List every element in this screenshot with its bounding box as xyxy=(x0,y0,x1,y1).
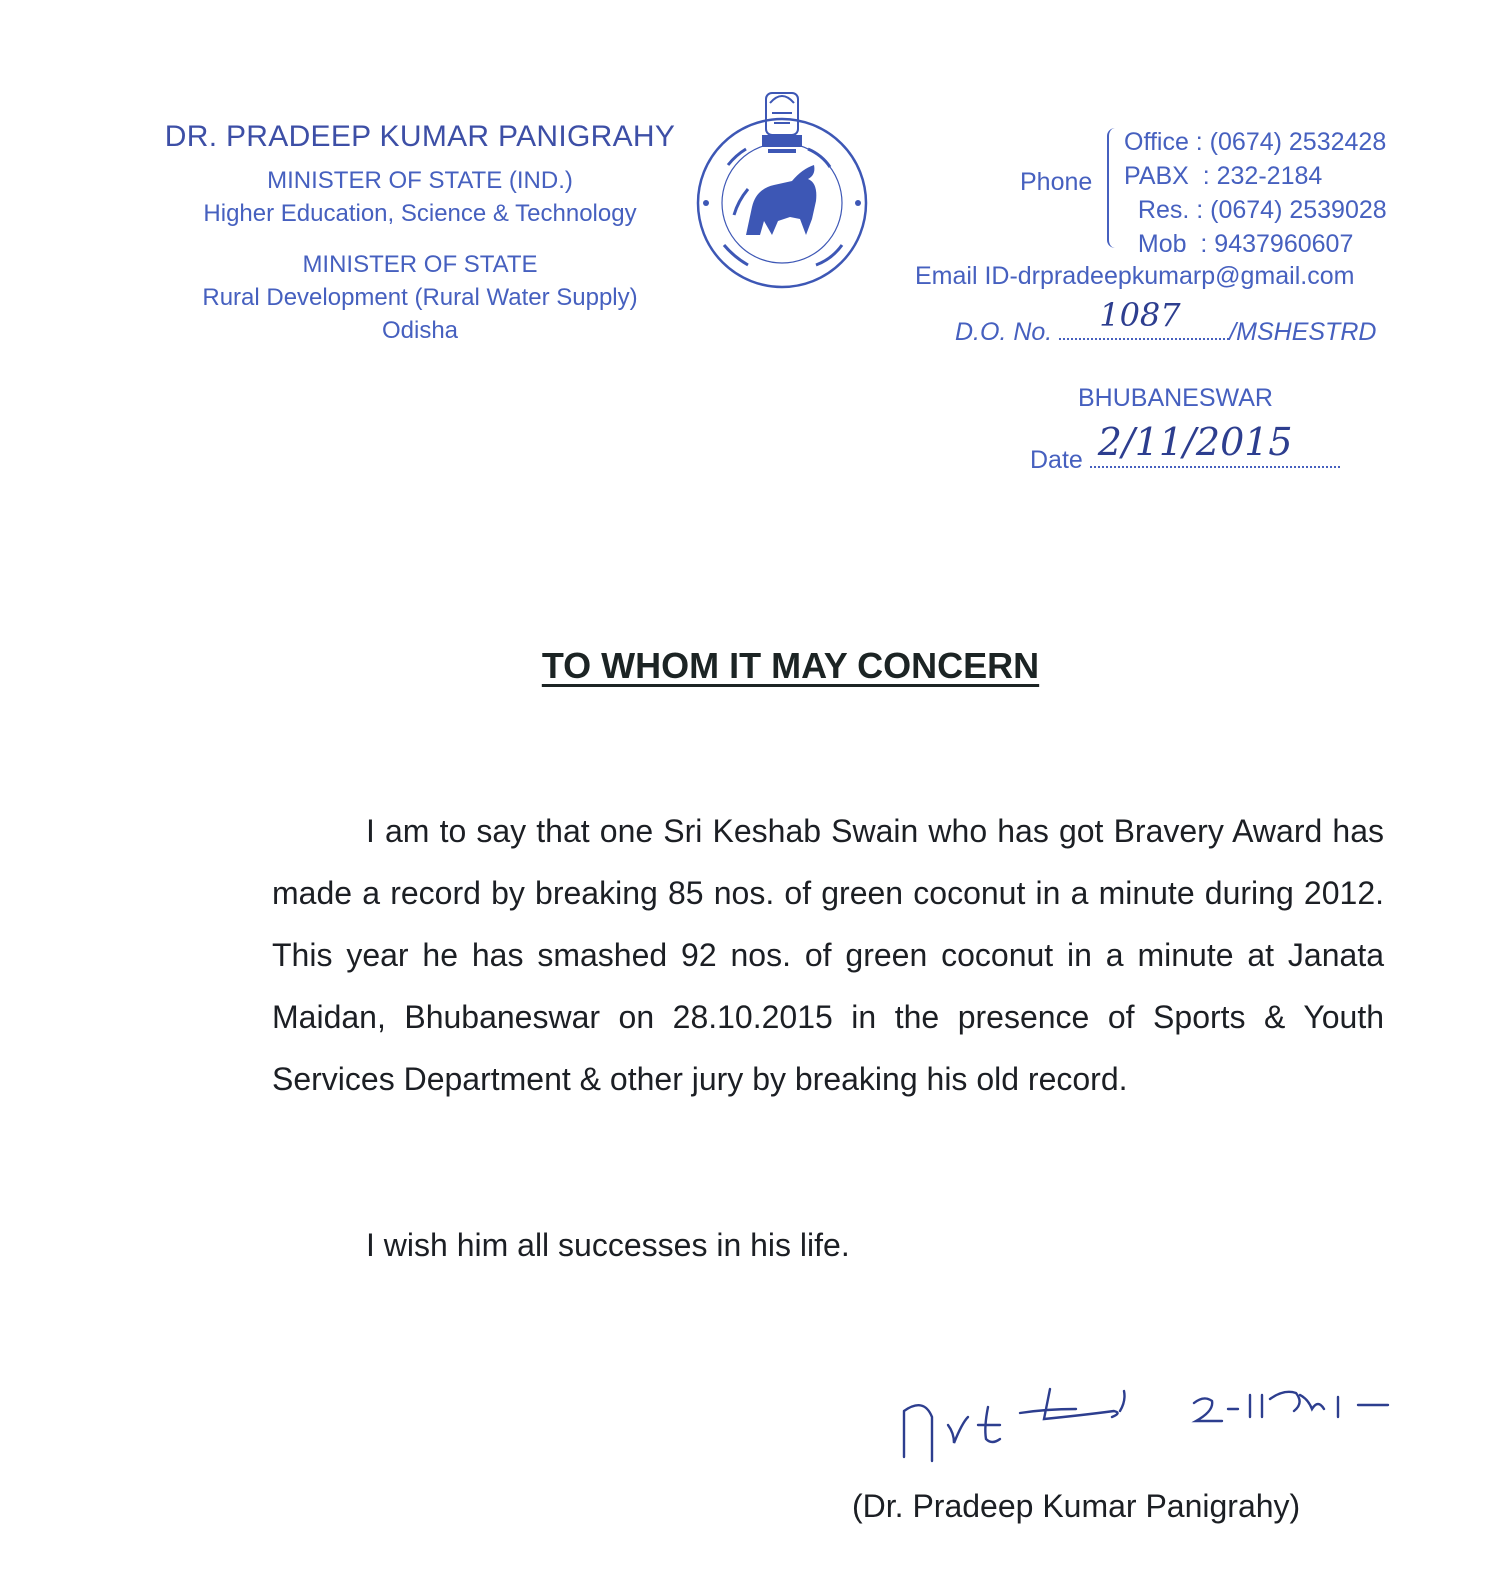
do-label: D.O. No. xyxy=(955,318,1053,346)
date-label: Date xyxy=(1030,446,1083,474)
phone-office: Office : (0674) 2532428 xyxy=(1124,128,1387,156)
handwritten-signature xyxy=(890,1385,1430,1465)
phone-mob: Mob : 9437960607 xyxy=(1124,230,1354,258)
letterhead xyxy=(150,120,690,347)
signatory-name: (Dr. Pradeep Kumar Panigrahy) xyxy=(852,1488,1301,1524)
do-number-line xyxy=(955,296,1377,347)
emblem-seal-icon xyxy=(688,85,876,289)
department-2: Rural Development (Rural Water Supply) xyxy=(202,284,638,311)
email: Email ID-drpradeepkumarp@gmail.com xyxy=(915,262,1355,290)
date-value: 2/11/2015 xyxy=(1097,420,1293,464)
closing-wish: I wish him all successes in his life. xyxy=(366,1227,850,1263)
title-1: MINISTER OF STATE (IND.) xyxy=(267,167,573,194)
phone-numbers xyxy=(1124,125,1387,261)
do-number: 1087 xyxy=(1099,296,1181,334)
do-suffix: /MSHESTRD xyxy=(1229,318,1377,346)
date-line xyxy=(1030,420,1340,475)
body-paragraph: I am to say that one Sri Keshab Swain who has got Bravery Award has made a record by breaking 85 nos. of green coconut in a minute during 2012. This year he has smashed 92 nos. of green coconut in a minute at Janata Maidan, Bhubaneswar on 28.10.2015 in the presence of Sports & Youth Services Department & other jury by breaking his old record. xyxy=(272,813,1384,1097)
state: Odisha xyxy=(381,317,459,344)
letter-heading xyxy=(0,645,1511,687)
phone-pabx: PABX : 232-2184 xyxy=(1124,162,1323,190)
phone-res: Res. : (0674) 2539028 xyxy=(1124,196,1387,224)
title-2: MINISTER OF STATE xyxy=(302,251,538,278)
city: BHUBANESWAR xyxy=(1078,384,1273,412)
phone-brace xyxy=(1107,128,1117,248)
minister-name: DR. PRADEEP KUMAR PANIGRAHY xyxy=(164,120,676,153)
department-1: Higher Education, Science & Technology xyxy=(203,200,637,227)
phone-label: Phone xyxy=(1020,168,1093,196)
heading-text: TO WHOM IT MAY CONCERN xyxy=(541,645,1040,686)
